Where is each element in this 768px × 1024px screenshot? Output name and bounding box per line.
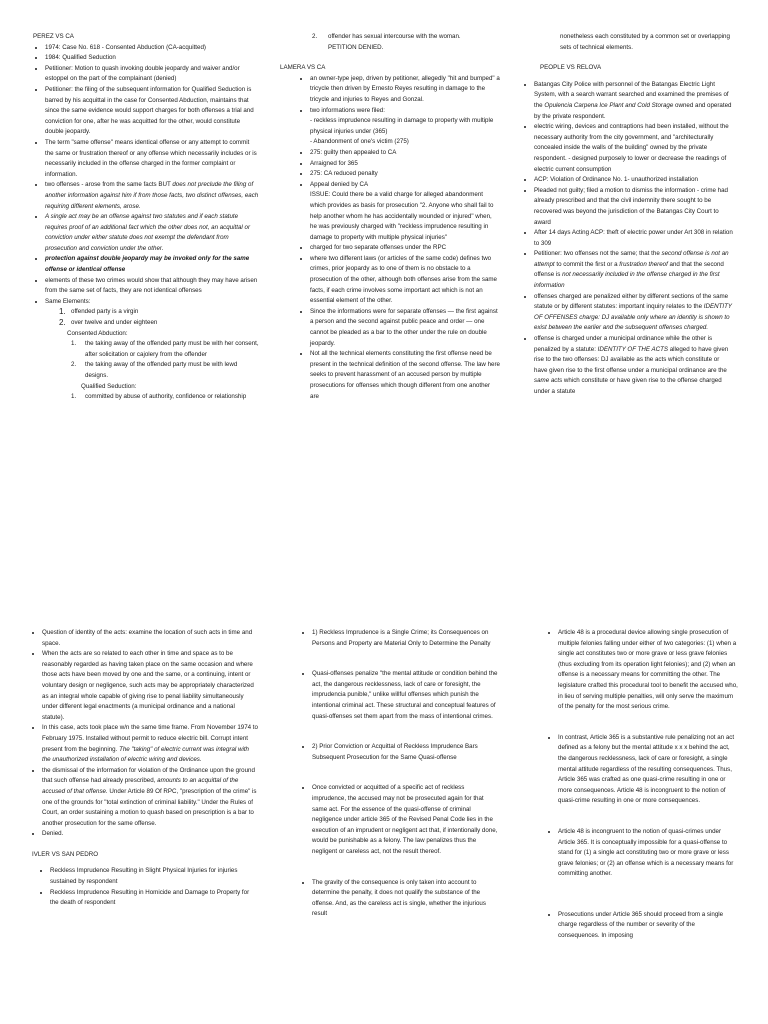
list-item: • Reckless Imprudence Resulting in Slight Physical Injuries for injuries sustained by respondent [50, 866, 258, 887]
bullet-list [542, 910, 738, 942]
bullet-list [30, 866, 258, 908]
list-item: • In this case, acts took place w/n the same time frame. From November 1974 to February 1975. Installed without permit to reduce electric bill. Corrupt intent present from the beginning. The "taking" of electric current was integral with the unauthorized installation of electric wiring and devices. [42, 723, 258, 765]
list-item: • Petitioner: the filing of the subsequent information for Qualified Seduction is barred by his acquittal in the case for Consented Abduction, maintains that since the same evidence would support charges for both offenses a trial and conviction for one, after he was acquitted for the other, would constitute double jeopardy. [45, 85, 259, 138]
dash-item: - Abandonment of one's victim (275) [310, 138, 409, 146]
bullet-list [542, 628, 738, 713]
list-item: • offense is charged under a municipal ordinance while the other is penalized by a statute: IDENTITY OF THE ACTS alleged to have given rise to the two offenses: DJ available as the acts which constitute or have given rise to the first offense under a municipal ordinance are the same acts which constitute or have given rise to the offense charged under a statute [534, 334, 734, 398]
list-item: • Not all the technical elements constituting the first offense need be present in the technical definition of the second offense. The law here seeks to prevent harassment of an accused person by multiple prosecutions for offenses which though different from one another are [310, 349, 500, 402]
bullet-list [33, 43, 259, 308]
numbered-item: 2. offender has sexual intercourse with the woman. [312, 33, 461, 40]
list-item: • 2) Prior Conviction or Acquittal of Reckless Imprudence Bars Subsequent Prosecution for the Same Quasi-offense [312, 742, 500, 763]
bullet-list [284, 74, 500, 402]
list-item: • Batangas City Police with personnel of the Batangas Electric Light System, with a search warrant searched and examined the premises of the Opulencia Carpena Ice Plant and Cold Storage owned and operated by the private respondent. [534, 80, 734, 122]
bullet-list [30, 628, 258, 840]
list-item: • Question of identity of the acts: examine the location of such acts in time and space. [42, 628, 258, 649]
numbered-item: 1. offended party is a virgin [59, 307, 139, 317]
list-item: • Since the informations were for separate offenses — the first against a person and the second against public peace and order — one cannot be pleaded as a bar to the other under the rule on double jeopardy. [310, 307, 500, 349]
list-item: • 1974: Case No. 618 - Consented Abduction (CA-acquitted) [45, 43, 259, 54]
list-item: • two offenses - arose from the same facts BUT does not preclude the filing of another information against him if from those facts, two distinct offenses, each requiring different elements, arose. [45, 180, 259, 212]
numbered-item: 2. over twelve and under eighteen [59, 318, 158, 328]
list-item: • Once convicted or acquitted of a specific act of reckless imprudence, the accused may not be prosecuted again for that same act. For the essence of the quasi-offense of criminal negligence under article 365 of the Revised Penal Code lies in the execution of an imprudent or negligent act that, if intentionally done, would be punishable as a felony. The law penalizes thus the negligent or careless act, not the result thereof. [312, 783, 500, 857]
bullet-list [300, 783, 500, 857]
column-relova-ivler [30, 628, 258, 909]
list-item: • elements of these two crimes would show that although they may have arisen from the same set of facts, they are not identical offenses [45, 276, 259, 297]
list-item: • charged for two separate offenses under the RPC [310, 243, 500, 254]
bullet-list [300, 628, 500, 649]
bullet-list [522, 80, 734, 398]
list-item: • Quasi-offenses penalize "the mental attitude or condition behind the act, the dangerous recklessness, lack of care or foresight, the imprudencia punible," unlike willful offenses which punish the intentional criminal act. These structural and conceptual features of quasi-offenses set them apart from the mass of intentional crimes. [312, 669, 500, 722]
list-item: • Article 48 is a procedural device allowing single prosecution of multiple felonies falling under either of two categories: (1) when a single act constitutes two or more grave or less grave felonies (thus excluding from its operation light felonies); and (2) when an offense is a necessary means for committing the other. The legislature crafted this procedural tool to benefit the accused who, in lieu of serving multiple penalties, will only serve the maximum of the penalty for the most serious crime. [558, 628, 738, 713]
list-item: • Denied. [42, 829, 258, 840]
list-item: • The term "same offense" means identical offense or any attempt to commit the same or frustration thereof or any offense which necessarily includes or is necessarily included in the offense charged in the former complaint or information. [45, 138, 259, 180]
column-lamera-vs-ca [280, 32, 500, 402]
numbered-item: 2. the taking away of the offended party must be with lewd designs. [71, 361, 238, 379]
list-item: • Article 48 is incongruent to the notion of quasi-crimes under Article 365. It is conceptually impossible for a quasi-offense to stand for (1) a single act constituting two or more grave or less grave felonies; or (2) an offense which is a necessary means for committing another. [558, 827, 738, 880]
bullet-list [300, 669, 500, 722]
bullet-list [542, 827, 738, 880]
case-heading: IVLER VS SAN PEDRO [32, 850, 99, 858]
list-item: • Same Elements: [45, 297, 259, 308]
column-reckless-imprudence [300, 628, 500, 920]
numbered-item: 1. the taking away of the offended party must be with her consent, after solicitation or cajolery from the offender [71, 340, 259, 358]
list-item: • A single act may be an offense against two statutes and if each statute requires proof of an additional fact which the other does not, an acquittal or conviction under either statute does not exempt the defendant from prosecution and conviction under the other. [45, 212, 259, 254]
list-item: • an owner-type jeep, driven by petitioner, allegedly "hit and bumped" a tricycle then driven by Ernesto Reyes resulting in damage to the tricycle and injuries to Reyes and Gonzal. [310, 74, 500, 106]
list-item: • When the acts are so related to each other in time and space as to be reasonably regarded as having taken place on the same occasion and where those acts have been moved by one and the same, or a continuing, intent or voluntary design or negligence, such acts may be appropriately characterized as an integral whole capable of giving rise to penal liability simultaneously under different legal enactments (a municipal ordinance and a national statute). [42, 649, 258, 723]
list-item: • offenses charged are penalized either by different sections of the same statute or by different statutes: important inquiry relates to the IDENTITY OF OFFENSES charge: DJ available only where an identity is shown to exist between the earlier and the subsequent offenses charged. [534, 292, 734, 334]
list-item: • Appeal denied by CA ISSUE: Could there be a valid charge for alleged abandonment which provides as basis for prosecution "2. Anyone who shall fail to help another whom he has accidentally wounded or injured" when, he was previously charged with "reckless imprudence resulting in damage to property with multiple physical injuries" [310, 180, 500, 244]
bullet-list [300, 742, 500, 763]
list-item: • The gravity of the consequence is only taken into account to determine the penalty, it does not qualify the substance of the offense. And, as the careless act is single, whether the injurious result [312, 878, 500, 920]
list-item: • protection against double jeopardy may be invoked only for the same offense or identical offense [45, 254, 259, 275]
subheading: Consented Abduction: [67, 329, 128, 337]
list-item: • ACP: Violation of Ordinance No. 1- unauthorized installation [534, 175, 734, 186]
issue-text: ISSUE: Could there be a valid charge for alleged abandonment which provides as basis for prosecution "2. Anyone who shall fail to help another whom he has accidentally wounded or injured" when, he was previously charged with "reckless imprudence resulting in damage to property with multiple physical injuries" [310, 191, 494, 241]
bullet-list [542, 733, 738, 807]
list-item: • where two different laws (or articles of the same code) defines two crimes, prior jeopardy as to one of them is no obstacle to a prosecution of the other, although both offenses arise from the same facts, if each crime involves some important act which is not an essential element of the other. [310, 254, 500, 307]
continued-text: nonetheless each constituted by a common set or overlapping sets of technical elements. [560, 33, 730, 51]
list-item: • In contrast, Article 365 is a substantive rule penalizing not an act defined as a felony but the mental attitude x x x behind the act, the dangerous recklessness, lack of care or foresight, a single mental attitude regardless of the resulting consequences. Thus, Article 365 was crafted as one quasi-crime resulting in one or more consequences. Article 48 is incongruent to the notion of quasi-crime resulting in one or more consequences. [558, 733, 738, 807]
list-item: • 1) Reckless Imprudence is a Single Crime; its Consequences on Persons and Property are Material Only to Determine the Penalty [312, 628, 500, 649]
column-people-vs-relova [522, 32, 734, 398]
bullet-list [300, 878, 500, 920]
list-item: • electric wiring, devices and contraptions had been installed, without the necessary authority from the city government, and "architecturally concealed inside the walls of the building" owned by the private respondent. - designed purposely to lower or decrease the readings of electric current consumption [534, 122, 734, 175]
list-item: • Pleaded not guilty; filed a motion to dismiss the information - crime had already prescribed and that the civil indemnity there sought to be recovered was beyond the jurisdiction of the Batangas City Court to award [534, 186, 734, 228]
list-item: • 275: CA reduced penalty [310, 169, 500, 180]
list-item: • two informations were filed: - reckless imprudence resulting in damage to property with multiple physical injuries under (365) - Abandonment of one's victim (275) [310, 106, 500, 148]
subheading: Qualified Seduction: [81, 382, 137, 390]
case-heading: LAMERA VS CA [280, 64, 326, 72]
list-item: • 275: guilty then appealed to CA [310, 148, 500, 159]
dash-item: - reckless imprudence resulting in damage to property with multiple physical injuries under (365) [310, 117, 494, 135]
list-item: • Reckless Imprudence Resulting in Homicide and Damage to Property for the death of respondent [50, 888, 258, 909]
petition-denied: PETITION DENIED. [328, 43, 384, 51]
case-heading: PEOPLE VS RELOVA [540, 64, 602, 72]
list-item: • Prosecutions under Article 365 should proceed from a single charge regardless of the number or severity of the consequences. In imposing [558, 910, 738, 942]
list-item: • 1984: Qualified Seduction [45, 53, 259, 64]
list-item: • Petitioner: Motion to quash invoking double jeopardy and waiver and/or estoppel on the part of the complainant (denied) [45, 64, 259, 85]
numbered-item: 1. committed by abuse of authority, confidence or relationship [71, 393, 247, 401]
column-perez-vs-ca [33, 32, 259, 403]
list-item: • After 14 days Acting ACP: theft of electric power under Art 308 in relation to 309 [534, 228, 734, 249]
case-heading: PEREZ VS CA [33, 33, 74, 40]
column-article-48 [542, 628, 738, 942]
list-item: • Arraigned for 365 [310, 159, 500, 170]
list-item: • Petitioner: two offenses not the same; that the second offense is not an attempt to commit the first or a frustration thereof and that the second offense is not necessarily included in the offense charged in the first information [534, 249, 734, 291]
list-item: • the dismissal of the information for violation of the Ordinance upon the ground that such offense had already prescribed, amounts to an acquittal of the accused of that offense. Under Article 89 Of RPC, "prescription of the crime" is one of the grounds for "total extinction of criminal liability." Under the Rules of Court, an order sustaining a motion to quash based on prescription is a bar to another prosecution for the same offense. [42, 766, 258, 830]
